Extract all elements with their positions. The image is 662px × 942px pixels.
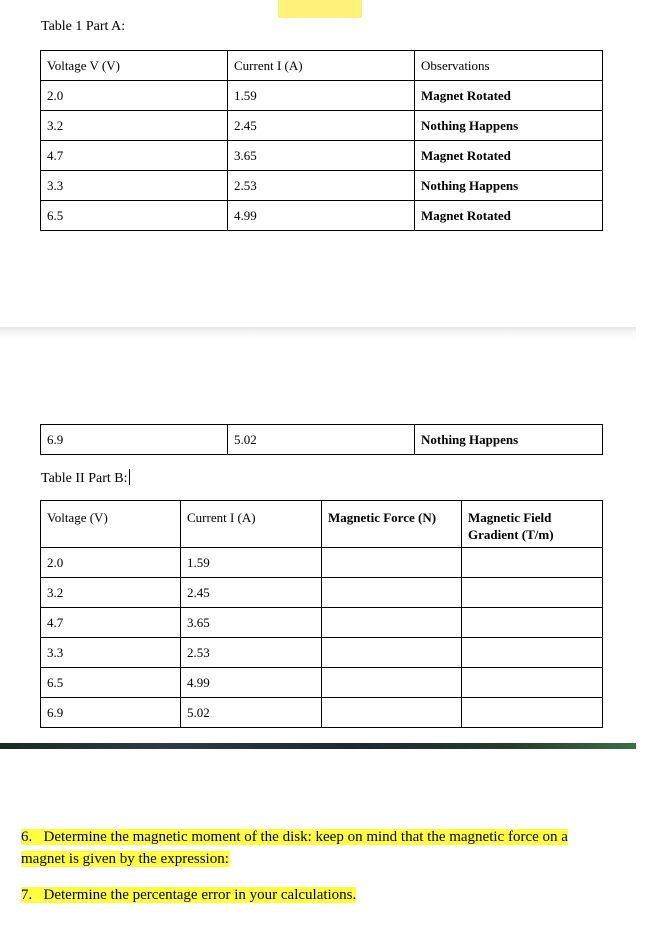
table2-cell-force[interactable] bbox=[322, 578, 462, 608]
question-6-line1-highlight bbox=[21, 829, 568, 845]
table1-cell-observation: Magnet Rotated bbox=[415, 141, 603, 171]
question-6-line1: Determine the magnetic moment of the disk: keep on mind that the magnetic force on a bbox=[43, 829, 568, 845]
table2-cell-current: 4.99 bbox=[181, 668, 322, 698]
table1-cell-current: 5.02 bbox=[228, 425, 415, 455]
table2-cell-force[interactable] bbox=[322, 698, 462, 728]
table2-cell-gradient[interactable] bbox=[462, 638, 603, 668]
table1-cell-observation: Magnet Rotated bbox=[415, 81, 603, 111]
table-row bbox=[41, 578, 603, 608]
table1-cell-current: 3.65 bbox=[228, 141, 415, 171]
table1-cell-observation: Magnet Rotated bbox=[415, 201, 603, 231]
table1-header-observations: Observations bbox=[415, 51, 603, 81]
page-break bbox=[0, 327, 636, 339]
table2-cell-force[interactable] bbox=[322, 638, 462, 668]
table1-cell-observation: Nothing Happens bbox=[415, 171, 603, 201]
table2-cell-voltage: 3.3 bbox=[41, 638, 181, 668]
table-row bbox=[41, 608, 603, 638]
table-row bbox=[41, 668, 603, 698]
table-row bbox=[41, 81, 603, 111]
table2-caption-text: Table II Part B: bbox=[41, 471, 128, 486]
table1-cell-voltage: 3.2 bbox=[41, 111, 228, 141]
table2-cell-current: 2.45 bbox=[181, 578, 322, 608]
table2-caption[interactable] bbox=[41, 469, 130, 487]
table1 bbox=[40, 50, 603, 231]
table-row bbox=[41, 111, 603, 141]
table2-cell-current: 1.59 bbox=[181, 548, 322, 578]
question-6-number: 6. bbox=[21, 829, 33, 845]
table1-cell-voltage: 4.7 bbox=[41, 141, 228, 171]
table1-cell-current: 2.45 bbox=[228, 111, 415, 141]
table-row bbox=[41, 548, 603, 578]
table2-header-row bbox=[41, 501, 603, 548]
table2-header-magnetic-force: Magnetic Force (N) bbox=[322, 501, 462, 548]
table2-cell-force[interactable] bbox=[322, 608, 462, 638]
table1-header-current: Current I (A) bbox=[228, 51, 415, 81]
table1-cell-current: 2.53 bbox=[228, 171, 415, 201]
table1-cell-voltage: 6.5 bbox=[41, 201, 228, 231]
table-row bbox=[41, 425, 603, 455]
table2 bbox=[40, 500, 603, 728]
table2-cell-voltage: 3.2 bbox=[41, 578, 181, 608]
table2-cell-gradient[interactable] bbox=[462, 578, 603, 608]
page-separator-band bbox=[0, 743, 636, 749]
table2-cell-force[interactable] bbox=[322, 668, 462, 698]
table2-cell-voltage: 2.0 bbox=[41, 548, 181, 578]
table2-cell-current: 2.53 bbox=[181, 638, 322, 668]
table-row bbox=[41, 638, 603, 668]
text-cursor bbox=[129, 469, 130, 485]
table2-cell-voltage: 6.5 bbox=[41, 668, 181, 698]
question-7-number: 7. bbox=[21, 887, 33, 903]
table1-cell-voltage: 6.9 bbox=[41, 425, 228, 455]
table-row bbox=[41, 201, 603, 231]
question-6 bbox=[21, 826, 621, 870]
table2-cell-current: 5.02 bbox=[181, 698, 322, 728]
table2-header-voltage: Voltage (V) bbox=[41, 501, 181, 548]
table1-cell-observation: Nothing Happens bbox=[415, 111, 603, 141]
table1-cell-observation: Nothing Happens bbox=[415, 425, 603, 455]
table1-cell-current: 4.99 bbox=[228, 201, 415, 231]
question-7-text: Determine the percentage error in your calculations. bbox=[43, 887, 357, 903]
table2-cell-force[interactable] bbox=[322, 548, 462, 578]
table1-cell-voltage: 2.0 bbox=[41, 81, 228, 111]
table-row bbox=[41, 141, 603, 171]
table1-header-voltage: Voltage V (V) bbox=[41, 51, 228, 81]
table2-cell-current: 3.65 bbox=[181, 608, 322, 638]
table1-cell-current: 1.59 bbox=[228, 81, 415, 111]
question-7-highlight bbox=[21, 887, 356, 903]
table1-header-row bbox=[41, 51, 603, 81]
table2-cell-gradient[interactable] bbox=[462, 668, 603, 698]
table2-header-current: Current I (A) bbox=[181, 501, 322, 548]
table-row bbox=[41, 171, 603, 201]
table2-cell-gradient[interactable] bbox=[462, 698, 603, 728]
table1-continued bbox=[40, 424, 603, 455]
question-7 bbox=[21, 884, 356, 906]
question-6-line2: magnet is given by the expression: bbox=[21, 851, 229, 867]
table2-cell-voltage: 6.9 bbox=[41, 698, 181, 728]
table2-cell-gradient[interactable] bbox=[462, 548, 603, 578]
table2-cell-voltage: 4.7 bbox=[41, 608, 181, 638]
table1-caption: Table 1 Part A: bbox=[41, 19, 126, 34]
table2-header-field-gradient: Magnetic Field Gradient (T/m) bbox=[462, 501, 603, 548]
table2-cell-gradient[interactable] bbox=[462, 608, 603, 638]
cut-off-heading-highlight bbox=[278, 0, 362, 18]
table-row bbox=[41, 698, 603, 728]
table1-cell-voltage: 3.3 bbox=[41, 171, 228, 201]
